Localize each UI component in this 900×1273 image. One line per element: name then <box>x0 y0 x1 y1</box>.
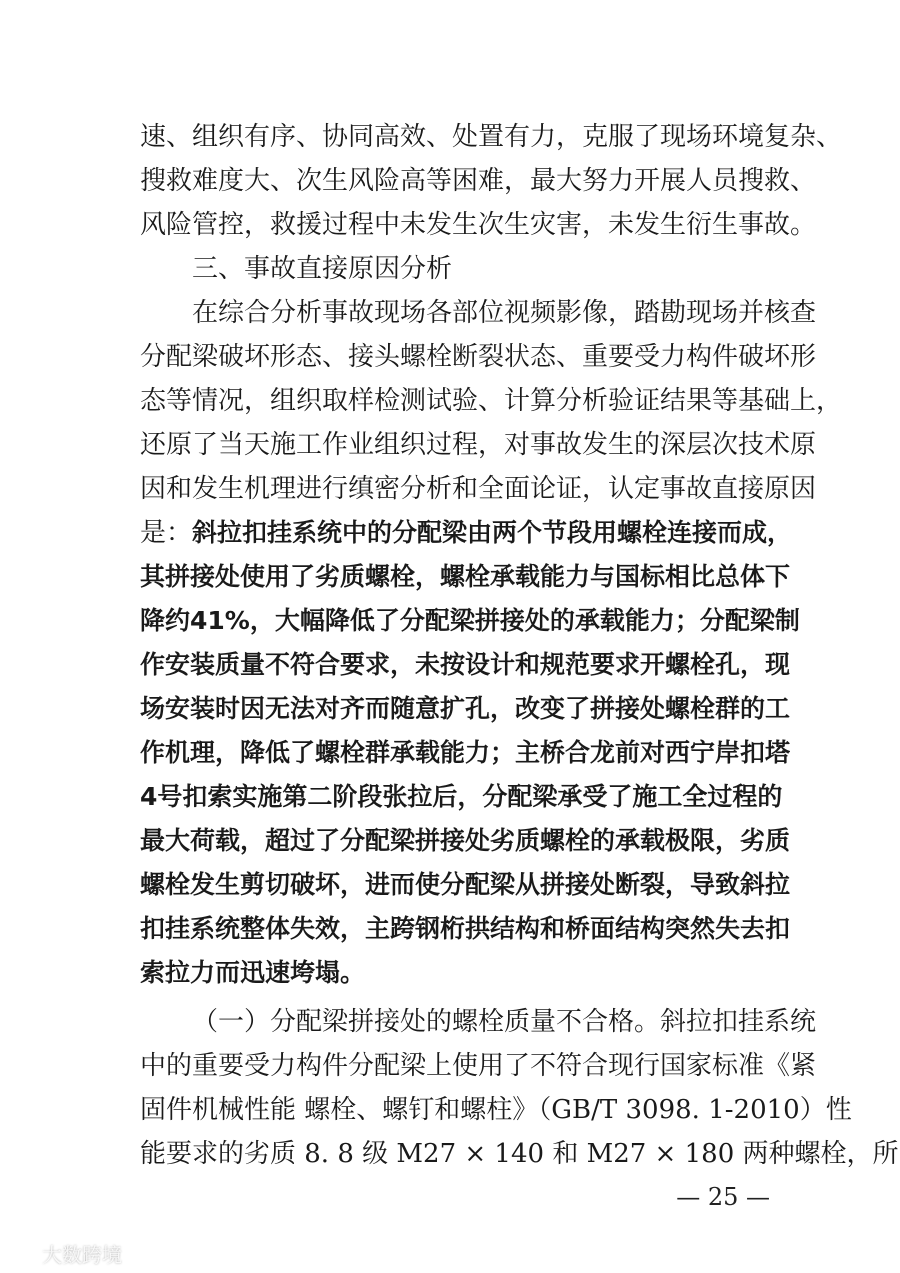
paragraph-line: 因和发生机理进行缜密分析和全面论证，认定事故直接原因 <box>140 474 817 504</box>
cause-line: 降约41%，大幅降低了分配梁拼接处的承载能力；分配梁制 <box>140 606 800 635</box>
cause-line: 其拼接处使用了劣质螺栓，螺栓承载能力与国标相比总体下 <box>140 562 791 591</box>
watermark-text: 大数跨境 <box>42 1242 122 1267</box>
cause-line: 最大荷载，超过了分配梁拼接处劣质螺栓的承载极限，劣质 <box>140 826 791 855</box>
cause-line: 作安装质量不符合要求，未按设计和规范要求开螺栓孔，现 <box>140 650 791 679</box>
cause-bold-text: 斜拉扣挂系统中的分配梁由两个节段用螺栓连接而成， <box>192 518 793 547</box>
subsection-line: 中的重要受力构件分配梁上使用了不符合现行国家标准《紧 <box>140 1051 817 1081</box>
cause-line: 作机理，降低了螺栓群承载能力；主桥合龙前对西宁岸扣塔 <box>140 738 791 767</box>
paragraph-line: 速、组织有序、协同高效、处置有力，克服了现场环境复杂、 <box>140 122 843 152</box>
paragraph-line: 风险管控，救援过程中未发生次生灾害，未发生衍生事故。 <box>140 210 817 240</box>
subsection-line: 能要求的劣质 8. 8 级 M27 × 140 和 M27 × 180 两种螺栓，所 <box>140 1139 899 1169</box>
cause-line: 扣挂系统整体失效，主跨钢桁拱结构和桥面结构突然失去扣 <box>140 914 791 943</box>
paragraph-line: 分配梁破坏形态、接头螺栓断裂状态、重要受力构件破坏形 <box>140 342 817 372</box>
watermark <box>8 1238 122 1268</box>
cause-line: 索拉力而迅速垮塌。 <box>140 958 366 987</box>
cause-statement-line <box>140 511 793 555</box>
paragraph-line: 在综合分析事故现场各部位视频影像，踏勘现场并核查 <box>192 298 817 328</box>
watermark-logo-icon <box>8 1241 38 1265</box>
subsection-line: （一）分配梁拼接处的螺栓质量不合格。斜拉扣挂系统 <box>192 1007 817 1037</box>
paragraph-line: 搜救难度大、次生风险高等困难，最大努力开展人员搜救、 <box>140 166 817 196</box>
page-number: — 25 — <box>676 1183 770 1211</box>
paragraph-line: 态等情况，组织取样检测试验、计算分析验证结果等基础上， <box>140 386 843 416</box>
cause-line: 4号扣索实施第二阶段张拉后，分配梁承受了施工全过程的 <box>140 782 783 811</box>
section-heading: 三、事故直接原因分析 <box>192 254 453 284</box>
cause-prefix: 是： <box>140 518 193 548</box>
cause-line: 场安装时因无法对齐而随意扩孔，改变了拼接处螺栓群的工 <box>140 694 791 723</box>
subsection-line: 固件机械性能 螺栓、螺钉和螺柱》（GB/T 3098. 1-2010）性 <box>140 1095 852 1125</box>
paragraph-line: 还原了当天施工作业组织过程，对事故发生的深层次技术原 <box>140 430 817 460</box>
cause-line: 螺栓发生剪切破坏，进而使分配梁从拼接处断裂，导致斜拉 <box>140 870 791 899</box>
